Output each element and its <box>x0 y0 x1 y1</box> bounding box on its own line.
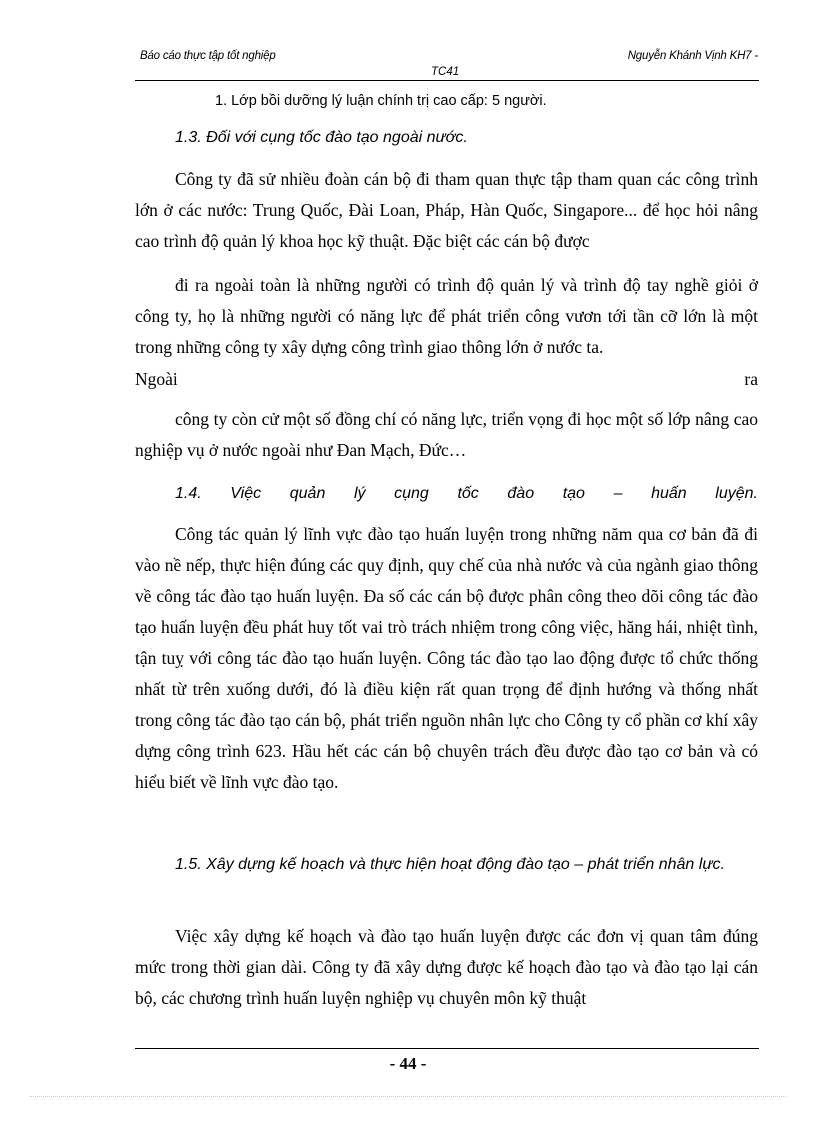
paragraph-2-last-right: ra <box>744 369 758 389</box>
heading-1-5: 1.5. Xây dựng kế hoạch và thực hiện hoạt động đào tạo – phát triển nhân lực. <box>175 856 725 873</box>
paragraph-4: Công tác quản lý lĩnh vực đào tạo huấn luyện trong những năm qua cơ bản đã đi vào nề nếp, thực hiện đúng các quy định, quy chế của nhà nước và của ngành giao thông về công tác đào tạo huấn luyện. Đa số các cán bộ được phân công theo dõi công tác đào tạo huấn luyện đều phát huy tốt vai trò trách nhiệm trong công việc, hăng hái, nhiệt tình, tận tuỵ với công tác đào tạo huấn luyện. Công tác đào tạo lao động được tổ chức thống nhất từ trên xuống dưới, đó là điều kiện rất quan trọng để định hướng và thống nhất trong công tác đào tạo cán bộ, phát triển nguồn nhân lực cho Công ty cổ phần cơ khí xây dựng công trình 623. Hầu hết các cán bộ chuyên trách đều được đào tạo cơ bản và có hiểu biết về lĩnh vực đào tạo. <box>135 524 758 792</box>
paragraph-5: Việc xây dựng kế hoạch và đào tạo huấn luyện được các đơn vị quan tâm đúng mức trong thời gian dài. Công ty đã xây dựng được kế hoạch đào tạo và đào tạo lại cán bộ, các chương trình huấn luyện nghiệp vụ chuyên môn kỹ thuật <box>135 926 758 1008</box>
header-left: Báo cáo thực tập tốt nghiệp <box>140 50 276 62</box>
paragraph-2: đi ra ngoài toàn là những người có trình độ quản lý và trình độ tay nghề giỏi ở công ty, họ là những người có năng lực để phát triển công vươn tới tần cỡ lớn là một trong những công ty xây dựng công trình giao thông lớn ở nước ta. <box>135 275 758 357</box>
header-rule <box>135 80 759 81</box>
page-break-line <box>30 1096 786 1097</box>
paragraph-2-last-line <box>135 364 758 395</box>
page-number: - 44 - <box>389 1054 427 1073</box>
heading-1-3: 1.3. Đối với cụng tốc đào tạo ngoài nước. <box>175 129 468 146</box>
paragraph-1: Công ty đã sử nhiều đoàn cán bộ đi tham quan thực tập tham quan các công trình lớn ở các nước: Trung Quốc, Đài Loan, Pháp, Hàn Quốc, Singapore... để học hỏi nâng cao trình độ quản lý khoa học kỹ thuật. Đặc biệt các cán bộ được <box>135 169 758 251</box>
footer-rule <box>135 1048 759 1049</box>
paragraph-3: công ty còn cử một số đồng chí có năng lực, triển vọng đi học một số lớp nâng cao nghiệp vụ ở nước ngoài như Đan Mạch, Đức… <box>135 409 758 460</box>
header-sub: TC41 <box>431 66 460 78</box>
list-item: 1. Lớp bồi dưỡng lý luận chính trị cao cấp: 5 người. <box>215 93 547 109</box>
header-right: Nguyễn Khánh Vịnh KH7 - <box>627 50 758 62</box>
heading-1-4: 1.4. Việc quản lý cụng tốc đào tạo – huấn luyện. <box>175 485 758 502</box>
paragraph-2-last-left: Ngoài <box>135 369 178 389</box>
